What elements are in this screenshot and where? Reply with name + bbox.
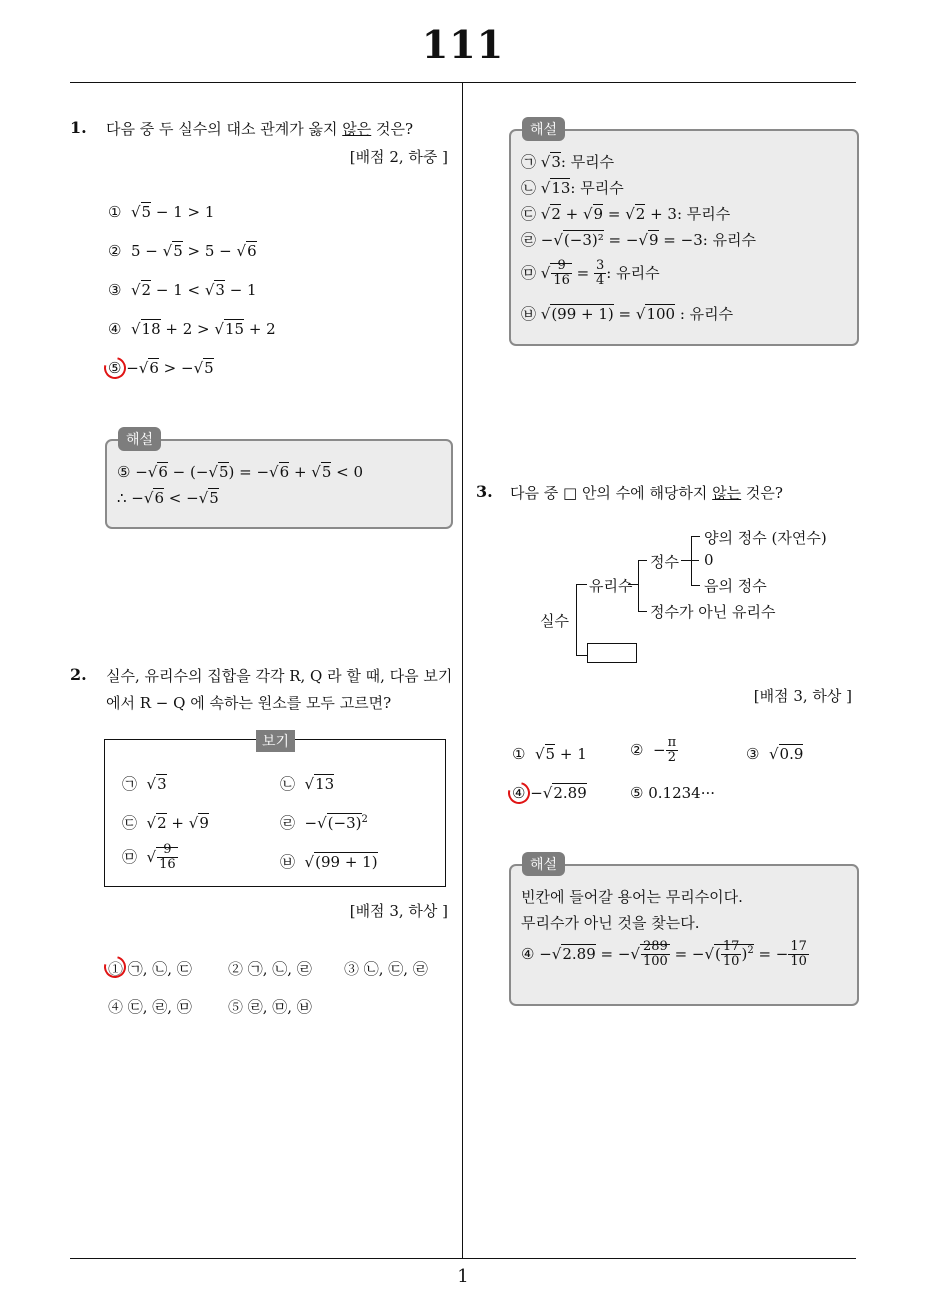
q3-option-5[interactable]: ⑤ 0.1234··· (630, 784, 716, 802)
q2-explanation-line-6: ㉥ √(99 + 1) = √100 : 유리수 (521, 305, 734, 323)
q3-explanation-line-1: 빈칸에 들어갈 용어는 무리수이다. (521, 888, 743, 906)
q2-stem-line-1: 실수, 유리수의 집합을 각각 R, Q 라 할 때, 다음 보기 (106, 667, 453, 685)
q2-explanation-line-4: ㉣ −√(−3)² = −√9 = −3: 유리수 (521, 231, 757, 249)
q1-answer-mark (100, 353, 130, 383)
q1-option-1[interactable]: ① √5 − 1 > 1 (108, 203, 215, 221)
q3-explanation-line-2: 무리수가 아닌 것을 찾는다. (521, 914, 700, 932)
q3-number: 3. (476, 482, 493, 501)
q3-option-2[interactable]: ② − $\frac{\pi}{2}$ (630, 735, 677, 766)
tree-negative: 음의 정수 (704, 577, 767, 595)
q3-answer-mark (504, 778, 534, 808)
q2-option-3[interactable]: ③ ㉡, ㉢, ㉣ (344, 960, 428, 978)
q2-number: 2. (70, 665, 87, 684)
q2-score: [배점 3, 하상 ] (349, 902, 448, 920)
tree-bracket-rational (638, 560, 647, 612)
q2-bogi-item-6: ㉥ √(99 + 1) (280, 853, 378, 871)
q2-option-1[interactable]: ① ㉠, ㉡, ㉢ (108, 960, 192, 978)
q2-bogi-item-1: ㉠ √3 (122, 775, 167, 793)
q2-bogi-item-2: ㉡ √13 (280, 775, 335, 793)
q1-explanation-line-2: ∴ −√6 < −√5 (117, 489, 219, 507)
tree-link-integer (681, 560, 691, 561)
q3-explanation-tag: 해설 (522, 852, 565, 876)
q2-stem-line-2: 에서 R − Q 에 속하는 원소를 모두 고르면? (106, 694, 392, 712)
q2-explanation-line-2: ㉡ √13: 무리수 (521, 179, 624, 197)
tree-rational: 유리수 (589, 577, 633, 595)
q1-explanation-tag: 해설 (118, 427, 161, 451)
q1-option-3[interactable]: ③ √2 − 1 < √3 − 1 (108, 281, 257, 299)
top-rule (70, 82, 856, 83)
q2-explanation-line-3: ㉢ √2 + √9 = √2 + 3: 무리수 (521, 205, 731, 223)
q2-explanation-line-1: ㉠ √3: 무리수 (521, 153, 615, 171)
q1-stem: 다음 중 두 실수의 대소 관계가 옳지 않은 것은? (106, 120, 414, 138)
q2-bogi-tag: 보기 (256, 730, 295, 752)
q3-option-1[interactable]: ① √5 + 1 (512, 745, 587, 763)
q3-option-3[interactable]: ③ √0.9 (746, 745, 804, 763)
q1-explanation-box (105, 439, 453, 529)
q3-explanation-line-3: ④ −√2.89 = −√ $\frac{289}{100}$ = −√( $\frac{17}{10}$ )$^2$ = − $\frac{17}{10}$ (521, 939, 807, 970)
q3-option-4[interactable]: ④ −√2.89 (512, 784, 587, 802)
tree-bracket-root (576, 584, 587, 656)
tree-link-rational (628, 584, 638, 585)
q2-bogi-item-4: ㉣ $-√(-3)^2$ (280, 814, 368, 832)
column-divider (462, 82, 463, 1258)
q2-option-4[interactable]: ④ ㉢, ㉣, ㉤ (108, 998, 192, 1016)
q1-option-5[interactable]: ⑤ −√6 > −√5 (108, 359, 214, 377)
tree-non-integer: 정수가 아닌 유리수 (650, 603, 776, 621)
tree-link-zero (691, 560, 699, 561)
tree-root: 실수 (540, 612, 569, 630)
tree-integer: 정수 (650, 553, 679, 571)
q2-option-2[interactable]: ② ㉠, ㉡, ㉣ (228, 960, 312, 978)
bottom-rule (70, 1258, 856, 1259)
tree-positive: 양의 정수 (자연수) (704, 529, 827, 547)
q3-score: [배점 3, 하상 ] (753, 687, 852, 705)
q2-option-5[interactable]: ⑤ ㉣, ㉤, ㉥ (228, 998, 312, 1016)
q1-option-4[interactable]: ④ √18 + 2 > √15 + 2 (108, 320, 276, 338)
q1-number: 1. (70, 118, 87, 137)
q1-explanation-line-1: ⑤ −√6 − (−√5) = −√6 + √5 < 0 (117, 463, 364, 481)
q1-option-2[interactable]: ② 5 − √5 > 5 − √6 (108, 242, 257, 260)
q1-score: [배점 2, 하중 ] (349, 148, 448, 166)
page-title: 111 (421, 22, 505, 67)
q2-bogi-item-3: ㉢ √2 + √9 (122, 814, 209, 832)
q2-explanation-tag: 해설 (522, 117, 565, 141)
tree-bracket-integer (691, 536, 700, 586)
q2-bogi-item-5: ㉤ √ $\frac{9}{16}$ (122, 842, 176, 873)
tree-blank-box (587, 643, 637, 663)
q3-stem: 다음 중 □ 안의 수에 해당하지 않는 것은? (510, 484, 783, 502)
page-number: 1 (457, 1266, 469, 1287)
tree-zero: 0 (704, 551, 714, 569)
q2-explanation-line-5: ㉤ √ $\frac{9}{16}$ = $\frac{3}{4}$ : 유리수 (521, 258, 660, 289)
